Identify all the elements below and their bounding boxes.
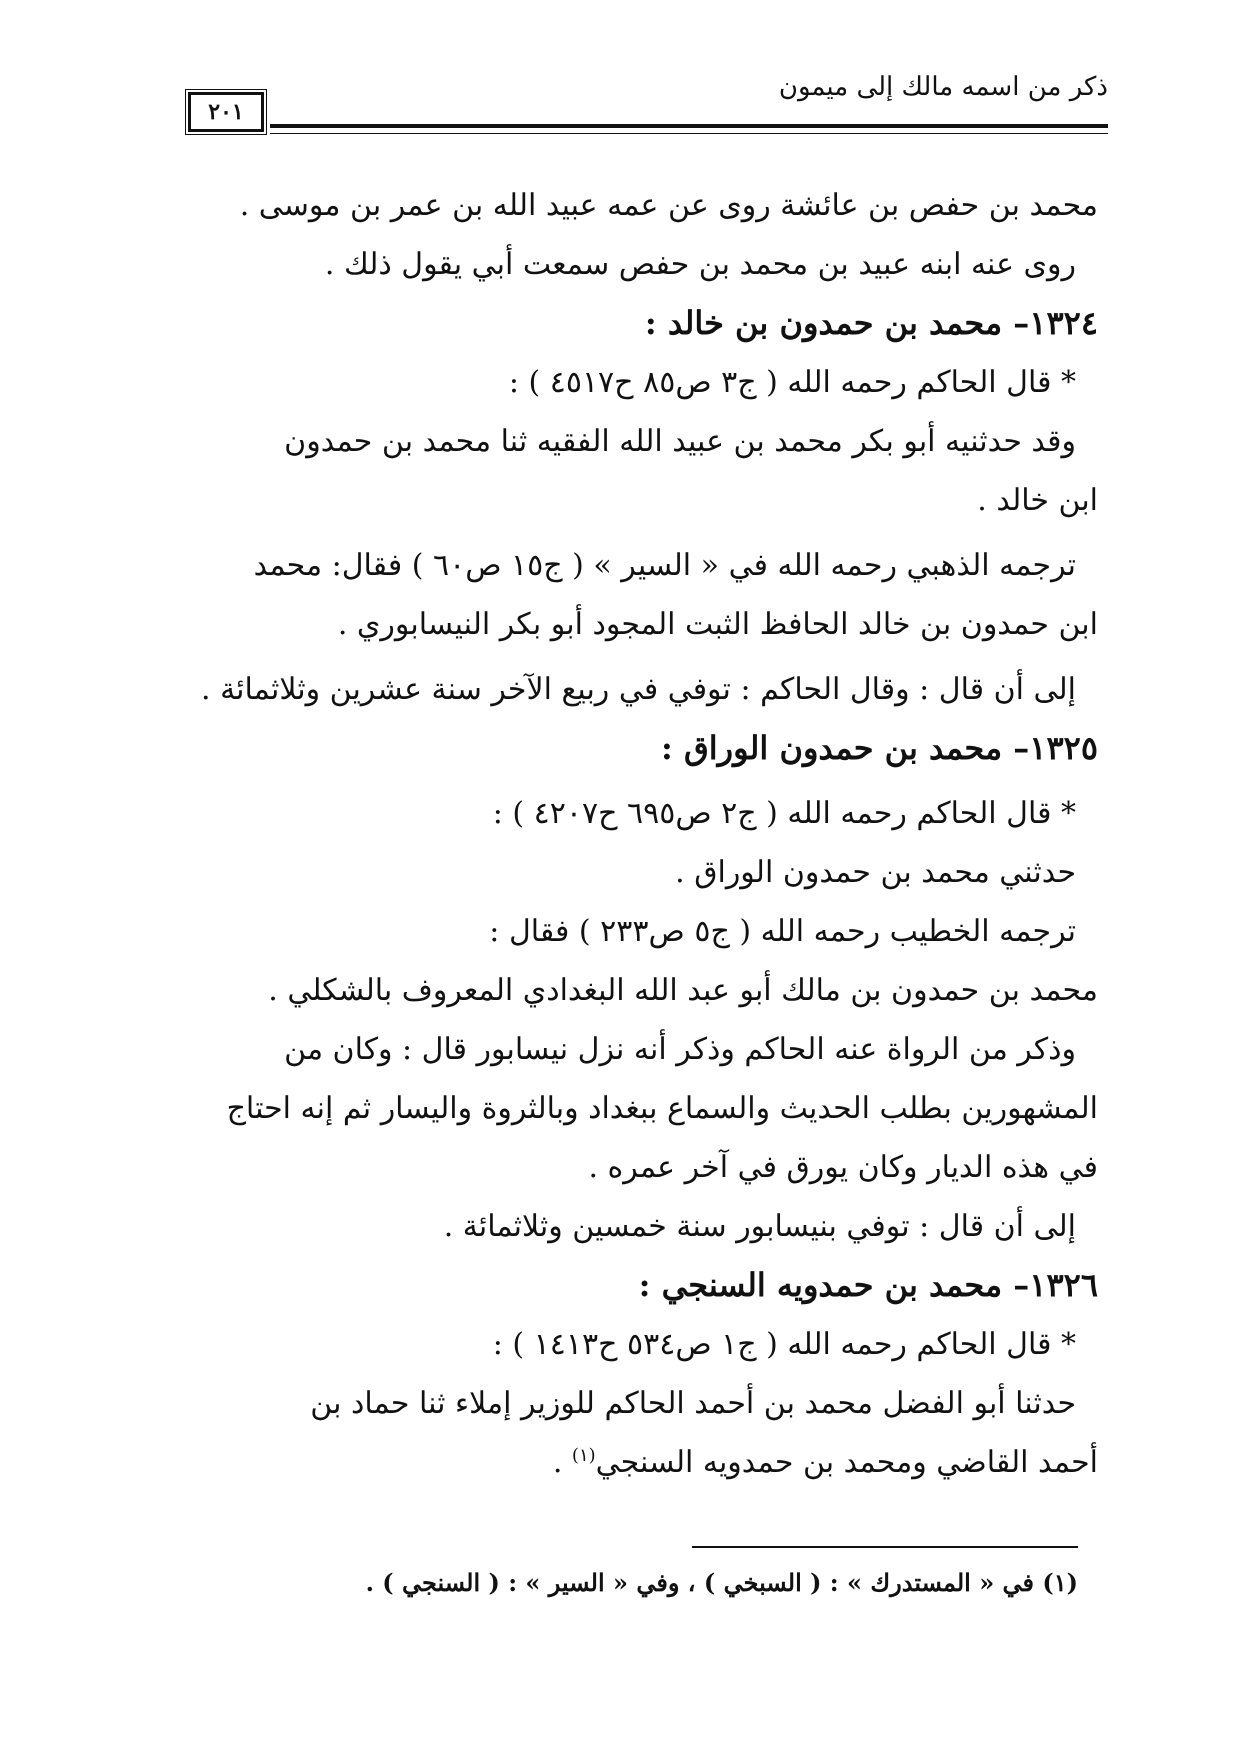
running-title: ذكر من اسمه مالك إلى ميمون — [778, 72, 1108, 102]
citation-line: * قال الحاكم رحمه الله ( ج٢ ص٦٩٥ ح٤٢٠٧ ) : — [492, 796, 1076, 831]
text-line: ترجمه الذهبي رحمه الله في « السير » ( ج١٥ ص٦٠ ) فقال: محمد — [253, 548, 1076, 583]
text-line: ترجمه الخطيب رحمه الله ( ج٥ ص٢٣٣ ) فقال : — [489, 914, 1076, 949]
text-line: ابن خالد . — [977, 483, 1098, 518]
text-line: وقد حدثنيه أبو بكر محمد بن عبيد الله الفقيه ثنا محمد بن حمدون — [284, 424, 1076, 459]
text-segment: أحمد القاضي ومحمد بن حمدويه السنجي — [595, 1445, 1098, 1480]
text-line: حدثنا أبو الفضل محمد بن أحمد الحاكم للوزير إملاء ثنا حماد بن — [310, 1386, 1076, 1421]
text-line: المشهورين بطلب الحديث والسماع ببغداد وبالثروة واليسار ثم إنه احتاج — [226, 1091, 1098, 1126]
header-rule — [270, 124, 1108, 128]
page-number: ٢٠١ — [188, 92, 264, 132]
footnote-separator — [692, 1546, 1078, 1548]
text-line: روى عنه ابنه عبيد بن محمد بن حفص سمعت أبي يقول ذلك . — [324, 247, 1076, 282]
entry-heading-1324: ١٣٢٤– محمد بن حمدون بن خالد : — [644, 304, 1098, 342]
text-line: وذكر من الرواة عنه الحاكم وذكر أنه نزل نيسابور قال : وكان من — [284, 1032, 1076, 1067]
text-line — [168, 1433, 1098, 1492]
entry-heading-1325: ١٣٢٥– محمد بن حمدون الوراق : — [661, 729, 1098, 767]
footnote: (١) في « المستدرك » : ( السبخي ) ، وفي « السير » : ( السنجي ) . — [365, 1568, 1078, 1597]
text-line: محمد بن حفص بن عائشة روى عن عمه عبيد الله بن عمر بن موسى . — [239, 188, 1098, 223]
text-line: محمد بن حمدون بن مالك أبو عبد الله البغدادي المعروف بالشكلي . — [268, 973, 1098, 1008]
entry-heading-1326: ١٣٢٦– محمد بن حمدويه السنجي : — [638, 1266, 1098, 1304]
text-line: إلى أن قال : وقال الحاكم : توفي في ربيع الآخر سنة عشرين وثلاثمائة . — [201, 672, 1076, 707]
text-line: إلى أن قال : توفي بنيسابور سنة خمسين وثلاثمائة . — [443, 1209, 1076, 1244]
text-segment: . — [552, 1445, 563, 1480]
header-rule-thin — [270, 133, 1108, 134]
page-header — [188, 70, 1108, 140]
text-line: حدثني محمد بن حمدون الوراق . — [675, 855, 1076, 890]
text-line: في هذه الديار وكان يورق في آخر عمره . — [588, 1150, 1098, 1185]
citation-line: * قال الحاكم رحمه الله ( ج٣ ص٨٥ ح٤٥١٧ ) : — [508, 365, 1076, 400]
main-text — [168, 176, 1098, 1492]
text-line: ابن حمدون بن خالد الحافظ الثبت المجود أبو بكر النيسابوري . — [337, 607, 1098, 642]
footnote-marker: (١) — [571, 1445, 596, 1466]
citation-line: * قال الحاكم رحمه الله ( ج١ ص٥٣٤ ح١٤١٣ ) : — [492, 1327, 1076, 1362]
